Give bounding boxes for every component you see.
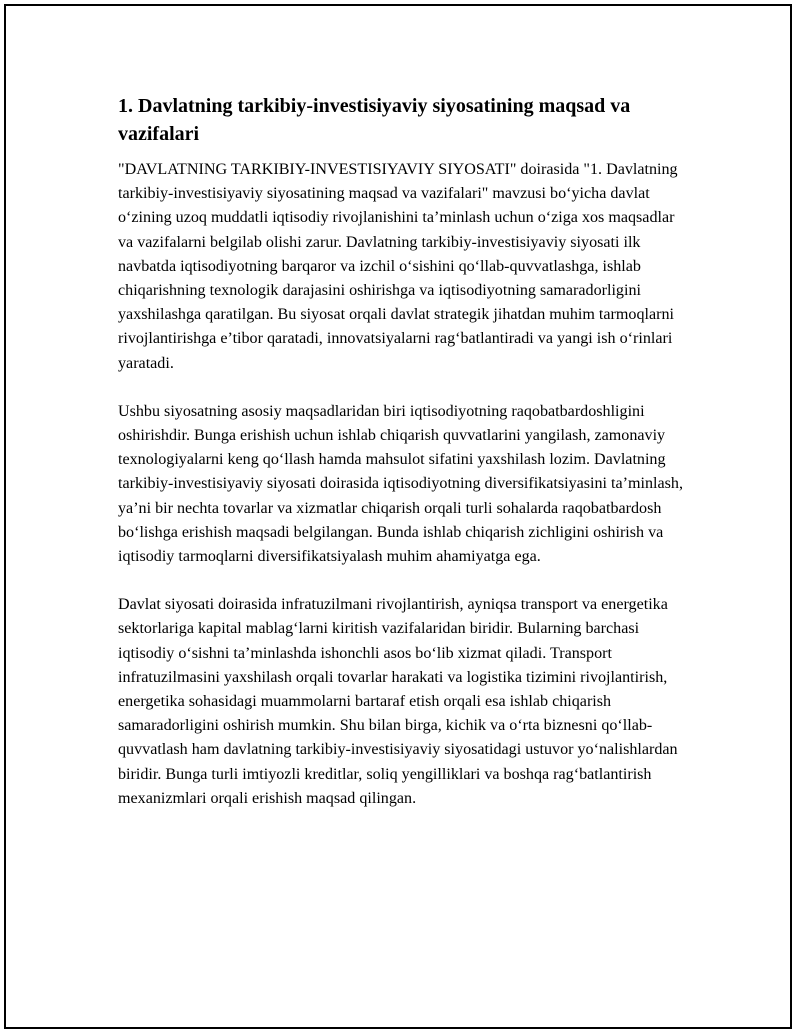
paragraph-2: Ushbu siyosatning asosiy maqsadlaridan biri iqtisodiyotning raqobatbardoshligini oshirishdir. Bunga erishish uchun ishlab chiqarish quvvatlarini yangilash, zamonaviy texnologiyalarni keng qo‘llash hamda mahsulot sifatini yaxshilash lozim. Davlatning tarkibiy-investisiyaviy siyosati doirasida iqtisodiyotning diversifikatsiyasini ta’minlash, ya’ni bir nechta tovarlar va xizmatlar chiqarish orqali turli sohalarda raqobatbardosh bo‘lishga erishish maqsadi belgilangan. Bunda ishlab chiqarish zichligini oshirish va iqtisodiy tarmoqlarni diversifikatsiyalash muhim ahamiyatga ega. [118,402,684,566]
document-title: 1. Davlatning tarkibiy-investisiyaviy siyosatining maqsad va vazifalari [118,95,631,145]
document-body [118,92,688,811]
paragraph-3: Davlat siyosati doirasida infratuzilmani rivojlantirish, ayniqsa transport va energetika sektorlariga kapital mablag‘larni kiritish vazifalaridan biridir. Bularning barchasi iqtisodiy o‘sishni ta’minlashda ishonchli asos bo‘lib xizmat qiladi. Transport infratuzilmasini yaxshilash orqali tovarlar harakati va logistika tizimini rivojlantirish, energetika sohasidagi muammolarni bartaraf etish orqali esa ishlab chiqarish samaradorligini oshirish mumkin. Shu bilan birga, kichik va o‘rta biznesni qo‘llab-quvvatlash ham davlatning tarkibiy-investisiyaviy siyosatidagi ustuvor yo‘nalishlardan biridir. Bunga turli imtiyozli kreditlar, soliq yengilliklari va boshqa rag‘batlantirish mexanizmlari orqali erishish maqsad qilingan. [118,596,678,807]
paragraph-1: "DAVLATNING TARKIBIY-INVESTISIYAVIY SIYOSATI" doirasida "1. Davlatning tarkibiy-investisiyaviy siyosatining maqsad va vazifalari" mavzusi bo‘yicha davlat o‘zining uzoq muddatli iqtisodiy rivojlanishini ta’minlash uchun o‘ziga xos maqsadlar va vazifalarni belgilab olishi zarur. Davlatning tarkibiy-investisiyaviy siyosati ilk navbatda iqtisodiyotning barqaror va izchil o‘sishini qo‘llab-quvvatlashga, ishlab chiqarishning texnologik darajasini oshirishga va iqtisodiyotning samaradorligini yaxshilashga qaratilgan. Bu siyosat orqali davlat strategik jihatdan muhim tarmoqlarni rivojlantirishga e’tibor qaratadi, innovatsiyalarni rag‘batlantiradi va yangi ish o‘rinlari yaratadi. [118,161,678,372]
